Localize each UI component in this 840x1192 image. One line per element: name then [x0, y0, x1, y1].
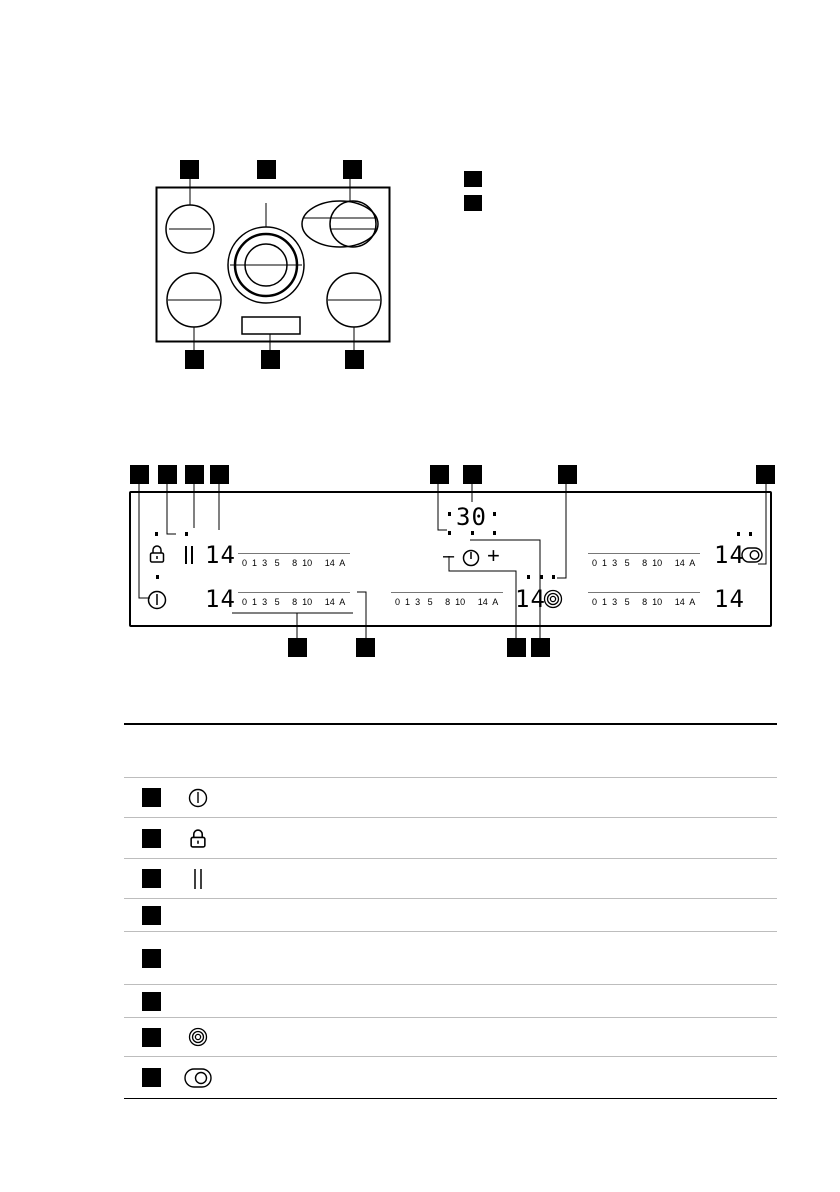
table-row: [124, 899, 777, 932]
bridge-zone-icon[interactable]: [543, 589, 563, 609]
indicator-dot: [527, 575, 530, 579]
power-scale-labels: 0 1 3 5 8 10 14 A: [592, 597, 696, 607]
table-row: [124, 985, 777, 1018]
indicator-dot: [552, 575, 555, 579]
indicator-dot: [749, 532, 752, 536]
row-number-badge: [142, 788, 161, 807]
timer-display: 30: [456, 503, 487, 531]
zone-display-left-top: 14: [205, 541, 236, 569]
power-icon: [188, 788, 208, 808]
table-header-row: [124, 724, 777, 778]
row-number-badge: [142, 906, 161, 925]
function-description: [234, 985, 777, 1018]
zone-display-right-bottom: 14: [714, 585, 745, 613]
row-number-badge: [142, 1068, 161, 1087]
function-table: [124, 723, 777, 1099]
function-description: [234, 899, 777, 932]
indicator-dot: [540, 575, 543, 579]
toggle-zone-icon: [184, 1068, 212, 1088]
function-description: [234, 1018, 777, 1057]
power-scale-labels: 0 1 3 5 8 10 14 A: [395, 597, 499, 607]
zone-display-right-top: 14: [714, 541, 745, 569]
table-row: [124, 932, 777, 985]
function-description: [234, 932, 777, 985]
table-row: [124, 818, 777, 859]
table-row: [124, 859, 777, 899]
pause-icon: [192, 868, 204, 890]
table-row: [124, 1018, 777, 1057]
table-row: [124, 1057, 777, 1099]
bridge-zone-icon: [188, 1027, 208, 1047]
row-number-badge: [142, 1028, 161, 1047]
indicator-dot: [737, 532, 740, 536]
lock-icon: [189, 829, 207, 848]
zone-display-left-bottom: 14: [205, 585, 236, 613]
table-row: [124, 778, 777, 818]
function-description: [234, 859, 777, 899]
power-icon[interactable]: [147, 590, 167, 610]
timer-dot: [448, 531, 451, 535]
toggle-zone-icon[interactable]: [741, 547, 763, 563]
indicator-dot: [155, 532, 158, 536]
function-description: [234, 1057, 777, 1099]
timer-dot: [493, 531, 496, 535]
row-number-badge: [142, 949, 161, 968]
function-description: [234, 778, 777, 818]
row-number-badge: [142, 829, 161, 848]
timer-dot: [493, 512, 496, 516]
pause-icon[interactable]: [183, 545, 195, 565]
timer-plus-button[interactable]: +: [487, 543, 500, 568]
lock-icon[interactable]: [149, 545, 165, 563]
function-description: [234, 818, 777, 859]
timer-dot: [448, 512, 451, 516]
row-number-badge: [142, 992, 161, 1011]
timer-dot: [471, 531, 474, 535]
indicator-dot: [156, 575, 159, 579]
timer-minus-button[interactable]: –: [443, 545, 455, 567]
row-number-badge: [142, 869, 161, 888]
power-scale-labels: 0 1 3 5 8 10 14 A: [242, 558, 346, 568]
indicator-dot: [185, 532, 188, 536]
timer-clock-icon[interactable]: [462, 549, 480, 567]
power-scale-labels: 0 1 3 5 8 10 14 A: [592, 558, 696, 568]
zone-display-center-bottom: 14: [515, 585, 546, 613]
power-scale-labels: 0 1 3 5 8 10 14 A: [242, 597, 346, 607]
